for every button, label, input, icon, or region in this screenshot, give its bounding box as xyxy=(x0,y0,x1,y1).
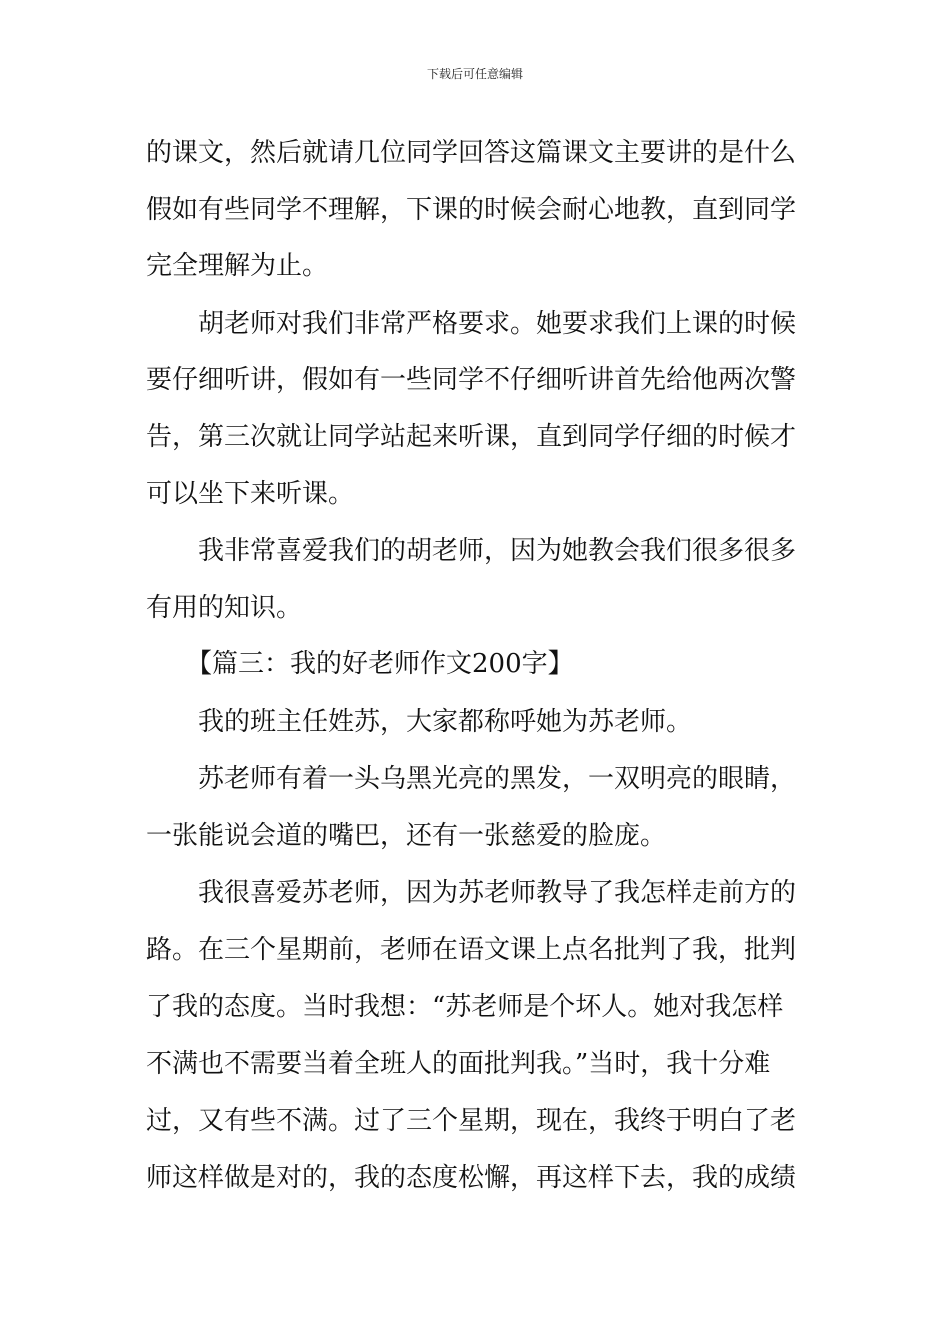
text-line: 要仔细听讲，假如有一些同学不仔细听讲首先给他两次警 xyxy=(146,365,797,395)
paragraph-first-line: 我很喜爱苏老师，因为苏老师教导了我怎样走前方的 xyxy=(198,878,797,908)
paragraph-first-line: 苏老师有着一头乌黑光亮的黑发，一双明亮的眼睛， xyxy=(198,764,797,794)
text-line: 师这样做是对的，我的态度松懈，再这样下去，我的成绩 xyxy=(146,1163,797,1193)
text-line: 有用的知识。 xyxy=(146,593,303,623)
paragraph-first-line: 我非常喜爱我们的胡老师，因为她教会我们很多很多 xyxy=(198,536,797,566)
text-line: 路。在三个星期前，老师在语文课上点名批判了我，批判 xyxy=(146,935,797,965)
text-line: 告，第三次就让同学站起来听课，直到同学仔细的时候才 xyxy=(146,422,797,452)
text-line: 的课文，然后就请几位同学回答这篇课文主要讲的是什么 xyxy=(146,138,797,168)
text-line: 一张能说会道的嘴巴，还有一张慈爱的脸庞。 xyxy=(146,821,667,851)
text-line: 过，又有些不满。过了三个星期，现在，我终于明白了老 xyxy=(146,1106,797,1136)
page-header-note: 下载后可任意编辑 xyxy=(426,67,523,81)
text-line: 不满也不需要当着全班人的面批判我。”当时，我十分难 xyxy=(146,1049,771,1079)
section-heading: 【篇三：我的好老师作文200字】 xyxy=(186,649,574,679)
paragraph-first-line: 我的班主任姓苏，大家都称呼她为苏老师。 xyxy=(198,707,693,737)
text-line: 可以坐下来听课。 xyxy=(146,479,355,509)
text-line: 了我的态度。当时我想：“苏老师是个坏人。她对我怎样 xyxy=(146,992,784,1022)
paragraph-first-line: 胡老师对我们非常严格要求。她要求我们上课的时候 xyxy=(198,309,797,339)
text-line: 假如有些同学不理解，下课的时候会耐心地教，直到同学 xyxy=(146,195,797,225)
text-line: 完全理解为止。 xyxy=(146,251,329,281)
